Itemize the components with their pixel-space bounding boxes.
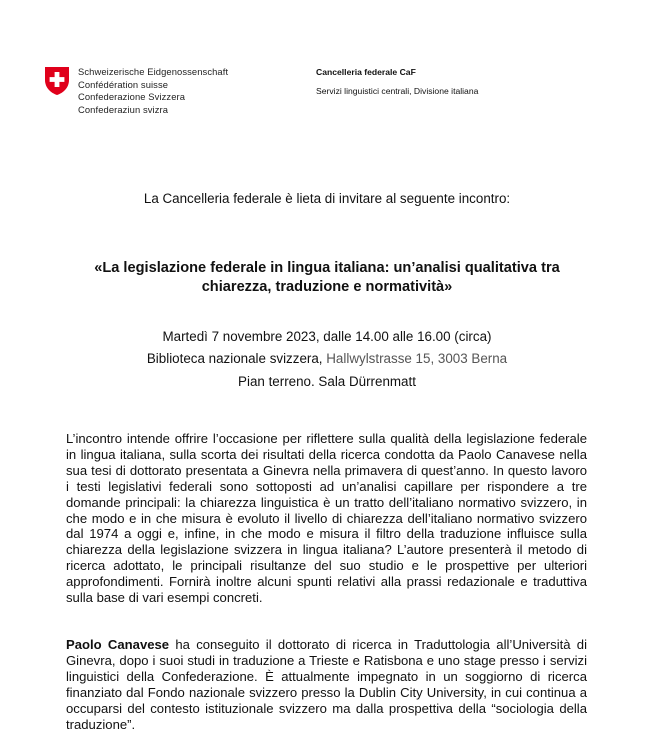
event-title-line-2: chiarezza, traduzione e normatività» — [201, 278, 453, 295]
confederation-de: Schweizerische Eidgenossenschaft — [78, 66, 229, 77]
speaker-bio-text: ha conseguito il dottorato di ricerca in Traduttologia all’Università di Ginevra, dopo i suoi studi in traduzione a Trieste e Ratisbona e uno stage presso i servizi linguistici della Confederazione. È attualmente impegnato in un soggiorno di ricerca finanziato dal Fondo nazionale svizzero presso la Dublin City University, in cui continua a occuparsi del contesto istituzionale svizzero ma dalla prospettiva della “sociologia della traduzione”. — [66, 637, 587, 732]
event-date-time: Martedì 7 novembre 2023, dalle 14.00 alle 16.00 (circa) — [162, 329, 492, 344]
chancery-name: Cancelleria federale CaF — [316, 67, 416, 77]
swiss-crest-icon — [44, 66, 70, 96]
event-venue-line — [0, 348, 654, 370]
confederation-it: Confederazione Svizzera — [78, 91, 186, 103]
abstract-paragraph: L’incontro intende offrire l’occasione per riflettere sulla qualità della legislazione federale in lingua italiana, sulla scorta dei risultati della ricerca condotta da Paolo Canavese nella sua tesi di dottorato presentata a Ginevra nella primavera di quest’anno. In questo lavoro i testi legislativi federali sono sottoposti ad un’analisi capillare per rispondere a tre domande principali: la chiarezza linguistica è un tratto dell’italiano normativo svizzero, in che modo e in che misura è evoluto il livello di chiarezza dell’italiano normativo svizzero dal 1974 a oggi e, infine, in che modo e misura il filtro della traduzione influisce sulla chiarezza della legislazione svizzera in lingua italiana? L’autore presenterà il metodo di ricerca adottato, le principali risultanze del suo studio e le prospettive per ulteriori approfondimenti. Fornirà inoltre alcuni spunti relativi alla prassi redazionale e traduttiva sulla base di vari esempi concreti. — [66, 431, 587, 606]
chancery-block — [316, 66, 479, 96]
event-title-line-1: «La legislazione federale in lingua italiana: un’analisi qualitativa tra — [94, 260, 560, 276]
event-title — [60, 259, 594, 296]
event-room: Pian terreno. Sala Dürrenmatt — [238, 373, 416, 389]
confederation-rm: Confederaziun svizra — [78, 103, 169, 115]
event-venue: Biblioteca nazionale svizzera, — [146, 351, 323, 367]
invitation-line: La Cancelleria federale è lieta di invitare al seguente incontro: — [143, 191, 511, 206]
confederation-name-block — [78, 66, 228, 116]
speaker-bio — [66, 637, 587, 732]
chancery-division: Servizi linguistici centrali, Divisione italiana — [316, 86, 479, 96]
speaker-name: Paolo Canavese — [66, 637, 170, 652]
crest-cross-horizontal — [50, 77, 65, 82]
letterhead — [44, 66, 644, 126]
confederation-fr: Confédération suisse — [78, 78, 169, 90]
event-details — [0, 326, 654, 393]
event-address: Hallwylstrasse 15, 3003 Berna — [326, 351, 508, 367]
